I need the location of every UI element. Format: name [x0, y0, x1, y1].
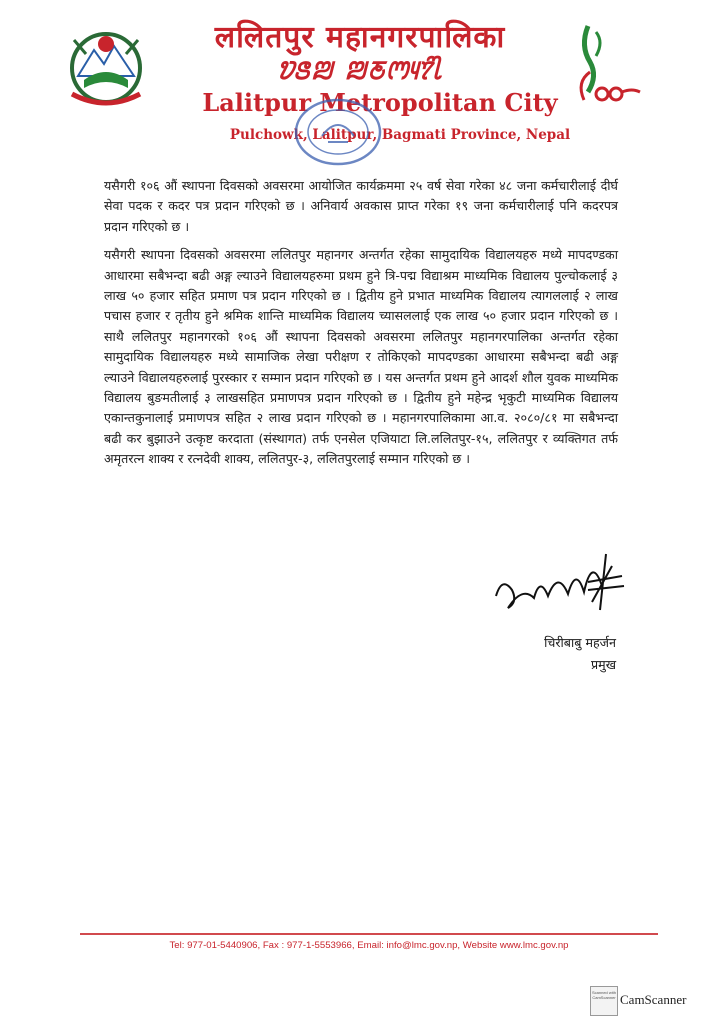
letter-body [104, 176, 618, 478]
camscanner-label: CamScanner [620, 992, 687, 1007]
city-name-newari: ꢫꢺꢪ ꢪꢲꢳꢴꢵꢶꢷ [276, 56, 444, 86]
footer-divider [80, 933, 658, 935]
signature-icon [488, 546, 628, 626]
city-name-english: Lalitpur Metropolitan City [202, 88, 558, 117]
paragraph-1: यसैगरी १०६ औं स्थापना दिवसको अवसरमा आयोजित कार्यक्रममा २५ वर्ष सेवा गरेका ४८ जना कर्मचारीलाई दीर्घ सेवा पदक र कदर पत्र प्रदान गरिएको छ । अनिवार्य अवकास प्राप्त गरेका १९ जना कर्मचारीलाई पनि कदरपत्र प्रदान गरिएको छ । [104, 178, 618, 234]
office-stamp-icon [292, 96, 384, 168]
footer-contact: Tel: 977-01-5440906, Fax : 977-1-5553966, Email: info@lmc.gov.np, Website www.lmc.gov.np [169, 940, 569, 951]
camscanner-badge [590, 986, 618, 1016]
paragraph-2: यसैगरी स्थापना दिवसको अवसरमा ललितपुर महानगर अन्तर्गत रहेका सामुदायिक विद्यालयहरु मध्ये मापदण्डका आधारमा सबैभन्दा बढी अङ्ग ल्याउने विद्यालयहरुमा प्रथम हुने त्रि-पद्म विद्याश्रम माध्यमिक विद्यालय पुल्चोकलाई ३ लाख ५० हजार सहित प्रमाण पत्र प्रदान गरिएको छ । द्वितीय हुने प्रभात माध्यमिक विद्यालय त्यागललाई २ लाख पचास हजार र तृतीय हुने श्रमिक शान्ति माध्यमिक विद्यालय च्यासललाई एक लाख ५० हजार प्रदान गरिएको छ । साथै ललितपुर महानगरको १०६ औं स्थापना दिवसको अवसरमा ललितपुर महानगरपालिका अन्तर्गत रहेका सामुदायिक विद्यालयहरु मध्ये सामाजिक लेखा परीक्षण र तोकिएको मापदण्डका आधारमा सबैभन्दा बढी अङ्ग ल्याउने विद्यालयहरुलाई पुरस्कार र सम्मान प्रदान गरिएको छ । यस अन्तर्गत प्रथम हुने आदर्श शौल युवक माध्यमिक विद्यालय बुङमतीलाई ३ लाखसहित प्रमाणपत्र प्रदान गरिएको छ । द्वितीय हुने महेन्द्र भृकुटी माध्यमिक विद्यालय एकान्तकुनालाई प्रमाणपत्र सहित २ लाख प्रदान गरिएको छ । महानगरपालिकामा आ.व. २०८०/८१ मा सबैभन्दा बढी कर बुझाउने उत्कृष्ट करदाता (संस्थागत) तर्फ एनसेल एजियाटा लि.ललितपुर-१५, ललितपुर र व्यक्तिगत तर्फ अमृतरत्न शाक्य र रत्नदेवी शाक्य, ललितपुर-३, ललितपुरलाई सम्मान गरिएको छ । [104, 247, 618, 467]
nepal-emblem-icon [64, 24, 148, 110]
city-address: Pulchowk, Lalitpur, Bagmati Province, Nepal [229, 127, 571, 143]
camscanner-badge-text: Scanned with CamScanner [591, 990, 616, 1000]
signer-name: चिरीबाबु महर्जन [544, 635, 616, 650]
signer-title: प्रमुख [591, 657, 616, 672]
city-name-nepali: ललितपुर महानगरपालिका [214, 20, 506, 55]
lalitpur-logo-icon [566, 22, 646, 112]
